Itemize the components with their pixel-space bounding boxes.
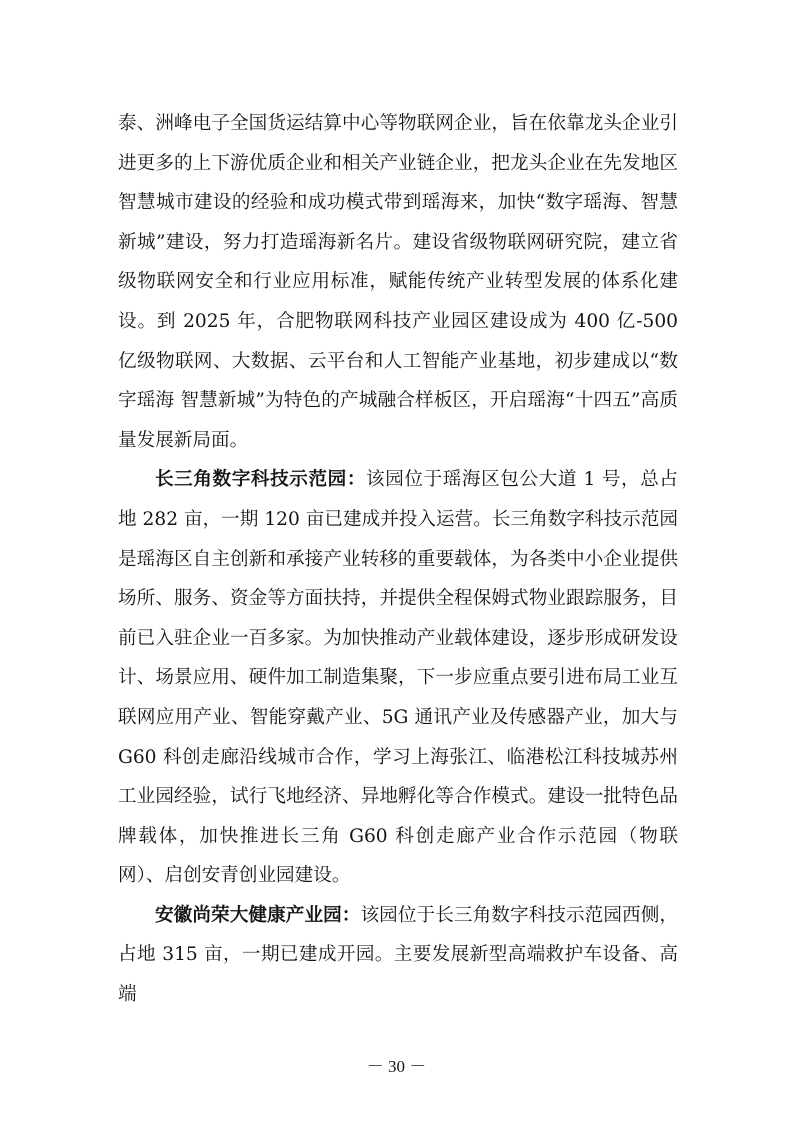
paragraph-shangrong-health-park-lead: 安徽尚荣大健康产业园：: [155, 904, 361, 926]
page-body: [118, 104, 678, 1015]
paragraph-iot-park-text: 泰、洲峰电子全国货运结算中心等物联网企业，旨在依靠龙头企业引进更多的上下游优质企业和相关产业链企业，把龙头企业在先发地区智慧城市建设的经验和成功模式带到瑶海来，加快“数字瑶海、智慧新城”建设，努力打造瑶海新名片。建设省级物联网研究院，建立省级物联网安全和行业应用标准，赋能传统产业转型发展的体系化建设。到 2025 年，合肥物联网科技产业园区建设成为 400 亿-500 亿级物联网、大数据、云平台和人工智能产业基地，初步建成以“数字瑶海 智慧新城”为特色的产城融合样板区，开启瑶海“十四五”高质量发展新局面。: [118, 113, 678, 451]
paragraph-shangrong-health-park: [118, 896, 678, 1015]
paragraph-shangrong-health-park-text: 该园位于长三角数字科技示范园西侧，占地 315 亩，一期已建成开园。主要发展新型高端救护车设备、高端: [118, 904, 678, 1006]
paragraph-iot-park: [118, 104, 678, 460]
paragraph-yangtze-digital-park: [118, 460, 678, 896]
page-number: － 30 －: [366, 1057, 427, 1076]
paragraph-yangtze-digital-park-text: 该园位于瑶海区包公大道 1 号，总占地 282 亩，一期 120 亩已建成并投入运营。长三角数字科技示范园是瑶海区自主创新和承接产业转移的重要载体，为各类中小企业提供场所、服务、资金等方面扶持，并提供全程保姆式物业跟踪服务，目前已入驻企业一百多家。为加快推动产业载体建设，逐步形成研发设计、场景应用、硬件加工制造集聚，下一步应重点要引进布局工业互联网应用产业、智能穿戴产业、5G 通讯产业及传感器产业，加大与 G60 科创走廊沿线城市合作，学习上海张江、临港松江科技城苏州工业园经验，试行飞地经济、异地孵化等合作模式。建设一批特色品牌载体，加快推进长三角 G60 科创走廊产业合作示范园（物联网）、启创安青创业园建设。: [118, 469, 678, 887]
paragraph-yangtze-digital-park-lead: 长三角数字科技示范园：: [155, 469, 367, 491]
